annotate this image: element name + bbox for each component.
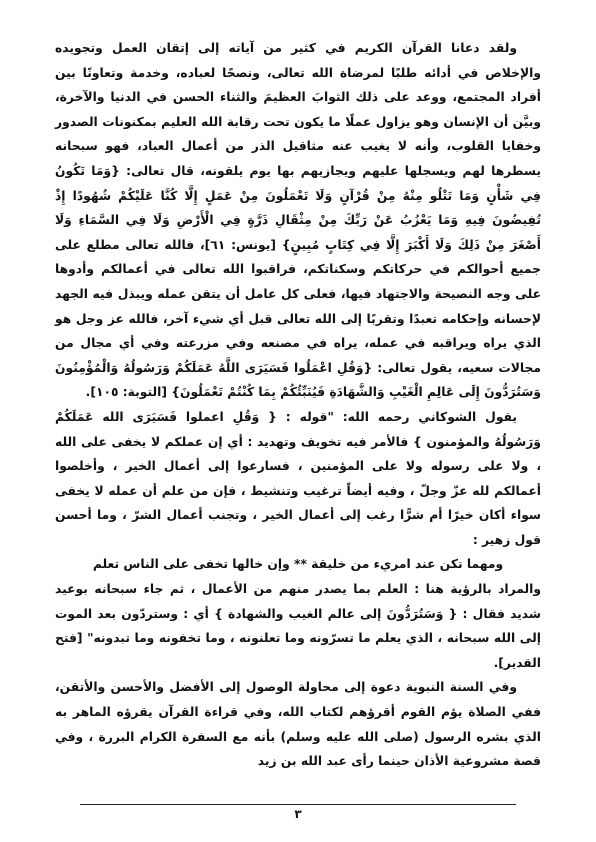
paragraph-meaning: والمراد بالرؤية هنا : العلم بما يصدر منهم من الأعمال ، ثم جاء سبحانه بوعيد شديد فقال : { وَسَتُرَدُّونَ إلى عالم الغيب والشهادة } أي : وستردّون بعد الموت إلى الله سبحانه ، الذي يعلم ما تسرّونه وما تعلنونه ، وما تخفونه وما تبدونه" [فتح القدير].	[55, 582, 541, 670]
poetry-verse: ومهما تكن عند امريء من خليقة ** وإن خالها تخفى على الناس تعلم	[92, 557, 504, 572]
paragraph-shawkani-quote: يقول الشوكاني رحمه الله: "قوله : { وَقُلِ اعملوا فَسَيَرَى الله عَمَلَكُمْ وَرَسُولُهُ والمؤمنون } فالأمر فيه تخويف وتهديد : أي إن عملكم لا يخفى على الله ، ولا على رسوله ولا على المؤمنين ، فسارعوا إلى أعمال الخير ، وأخلصوا أعمالكم لله عزّ وجلّ ، وفيه أيضاً ترغيب وتنشيط ، فإن من علم أن عمله لا يخفى سواء أكان خيرًا أم شرًّا رغب إلى أعمال الخير ، وتجنب أعمال الشرّ ، وما أحسن قول زهير :	[55, 409, 541, 547]
paragraph-intro: ولقد دعانا القرآن الكريم في كثير من آياته إلى إتقان العمل وتجويده والإخلاص في أدائه طلبًا لمرضاة الله تعالى، ونصحًا لعباده، وخدمة وتعاونًا بين أفراد المجتمع، ووعد على ذلك الثوابَ العظيمَ والثناء الحسن في الدنيا والآخرة، وبيَّن أن الإنسان وهو يزاول عملًا ما يكون تحت رقابة الله العليم بمكنونات الصدور وخفايا القلوب، وأنه لا يغيب عنه مثاقيل الذر من أعمال العباد، فهو سبحانه يسطرها لهم ويسجلها عليهم ويجازيهم بها يوم يلقونه، قال تعالى: {وَمَا تَكُونُ فِي شَأْنٍ وَمَا تَتْلُو مِنْهُ مِنْ قُرْآنٍ وَلَا تَعْمَلُونَ مِنْ عَمَلٍ إِلَّا كُنَّا عَلَيْكُمْ شُهُودًا إِذْ تُفِيضُونَ فِيهِ وَمَا يَعْزُبُ عَنْ رَبِّكَ مِنْ مِثْقَالِ ذَرَّةٍ فِي الْأَرْضِ وَلَا فِي السَّمَاءِ وَلَا أَصْغَرَ مِنْ ذَلِكَ وَلَا أَكْبَرَ إِلَّا فِي كِتَابٍ مُبِينٍ} [يونس: ٦١]، فالله تعالى مطلع على جميع أحوالكم في حركاتكم وسكناتكم، فراقبوا الله تعالى في أعمالكم وأدوها على وجه النصيحة والاجتهاد فيها، فعلى كل عامل أن يتقن عمله ويبذل فيه الجهد لإحسانه وإحكامه تعبدًا وتقربًا إلى الله تعالى قبل أي شيء آخر، فالله عز وجل هو الذي يراه ويراقبه في عمله، يراه في مصنعه وفي مزرعته وفي أي مجال من مجالات سعيه، يقول تعالى: {وَقُلِ اعْمَلُوا فَسَيَرَى اللَّهُ عَمَلَكُمْ وَرَسُولُهُ وَالْمُؤْمِنُونَ وَسَتُرَدُّونَ إِلَى عَالِمِ الْغَيْبِ وَالشَّهَادَةِ فَيُنَبِّئُكُمْ بِمَا كُنْتُمْ تَعْمَلُونَ} [التوبة: ١٠٥].	[55, 41, 541, 400]
page-number: ٣	[294, 807, 302, 821]
page-body	[55, 36, 541, 774]
footer-divider	[80, 804, 516, 805]
paragraph-sunnah: وفي السنة النبوية دعوة إلى محاولة الوصول إلى الأفضل والأحسن والأتقن، ففي الصلاة يؤم القوم أقرؤهم لكتاب الله، وفي قراءة القرآن يقرؤه الماهر به الذي بشره الرسول (صلى الله عليه وسلم) بأنه مع السفرة الكرام البررة ، وفي قصة مشروعية الأذان حينما رأى عبد الله بن زيد	[55, 680, 541, 769]
